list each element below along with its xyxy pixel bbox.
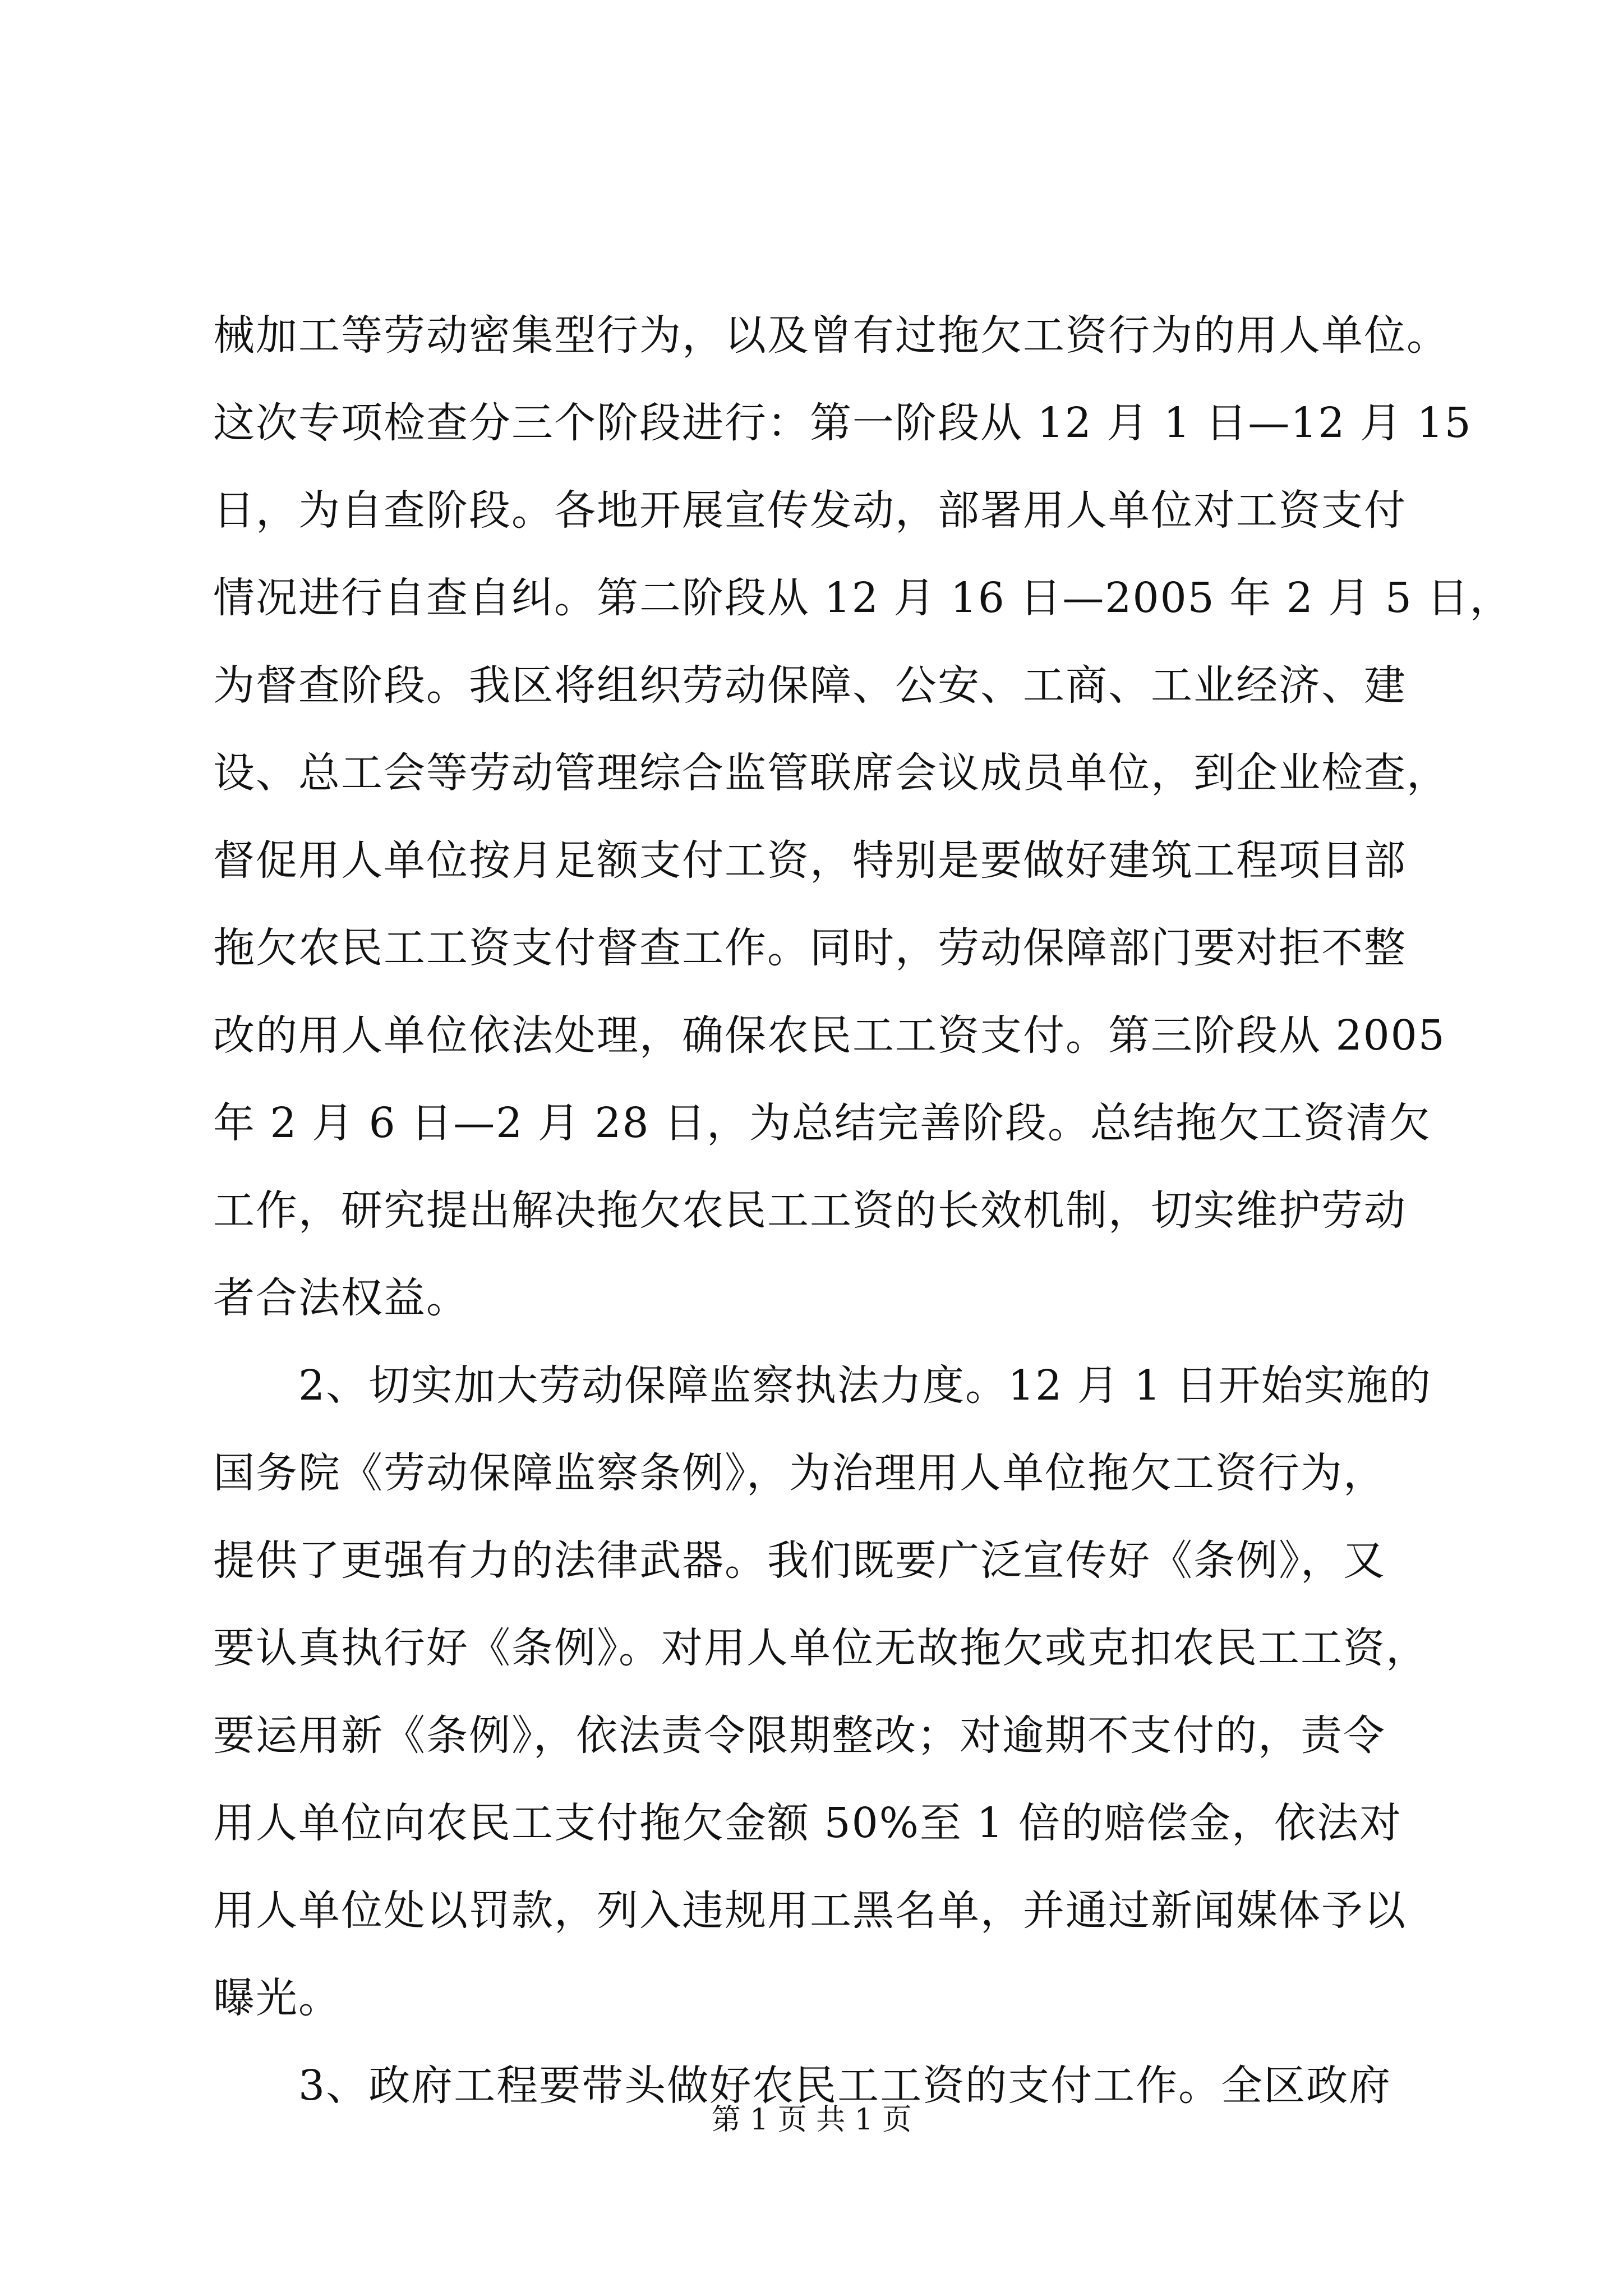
text-line: 国务院《劳动保障监察条例》，为治理用人单位拖欠工资行为，	[213, 1449, 1386, 1497]
text-line: 3、政府工程要带头做好农民工工资的支付工作。全区政府	[213, 2062, 1392, 2110]
text-line: 拖欠农民工工资支付督查工作。同时，劳动保障部门要对拒不整	[213, 924, 1407, 972]
text-line: 要认真执行好《条例》。对用人单位无故拖欠或克扣农民工工资，	[213, 1624, 1428, 1672]
text-line: 为督查阶段。我区将组织劳动保障、公安、工商、工业经济、建	[213, 661, 1407, 710]
text-line: 提供了更强有力的法律武器。我们既要广泛宣传好《条例》，又	[213, 1536, 1386, 1585]
text-line: 械加工等劳动密集型行为，以及曾有过拖欠工资行为的用人单位。	[213, 311, 1449, 360]
text-line: 要运用新《条例》，依法责令限期整改；对逾期不支付的，责令	[213, 1711, 1386, 1760]
text-line: 情况进行自查自纠。第二阶段从 12 月 16 日—2005 年 2 月 5 日，	[213, 574, 1513, 622]
text-line: 设、总工会等劳动管理综合监管联席会议成员单位，到企业检查，	[213, 749, 1449, 797]
text-line: 工作，研究提出解决拖欠农民工工资的长效机制，切实维护劳动	[213, 1186, 1407, 1235]
text-line: 年 2 月 6 日—2 月 28 日，为总结完善阶段。总结拖欠工资清欠	[213, 1099, 1432, 1147]
body-text	[213, 292, 1513, 2129]
text-line: 改的用人单位依法处理，确保农民工工资支付。第三阶段从 2005	[213, 1011, 1446, 1060]
text-line: 用人单位向农民工支付拖欠金额 50%至 1 倍的赔偿金，依法对	[213, 1799, 1403, 1847]
text-line: 曝光。	[213, 1974, 341, 2022]
text-line: 这次专项检查分三个阶段进行：第一阶段从 12 月 1 日—12 月 15	[213, 399, 1472, 447]
text-line: 督促用人单位按月足额支付工资，特别是要做好建筑工程项目部	[213, 836, 1407, 885]
text-line: 日，为自查阶段。各地开展宣传发动，部署用人单位对工资支付	[213, 486, 1407, 535]
page-footer: 第 1 页 共 1 页	[711, 2103, 912, 2137]
text-line: 2、切实加大劳动保障监察执法力度。12 月 1 日开始实施的	[213, 1361, 1432, 1410]
text-line: 用人单位处以罚款，列入违规用工黑名单，并通过新闻媒体予以	[213, 1887, 1407, 1935]
text-line: 者合法权益。	[213, 1274, 469, 1322]
